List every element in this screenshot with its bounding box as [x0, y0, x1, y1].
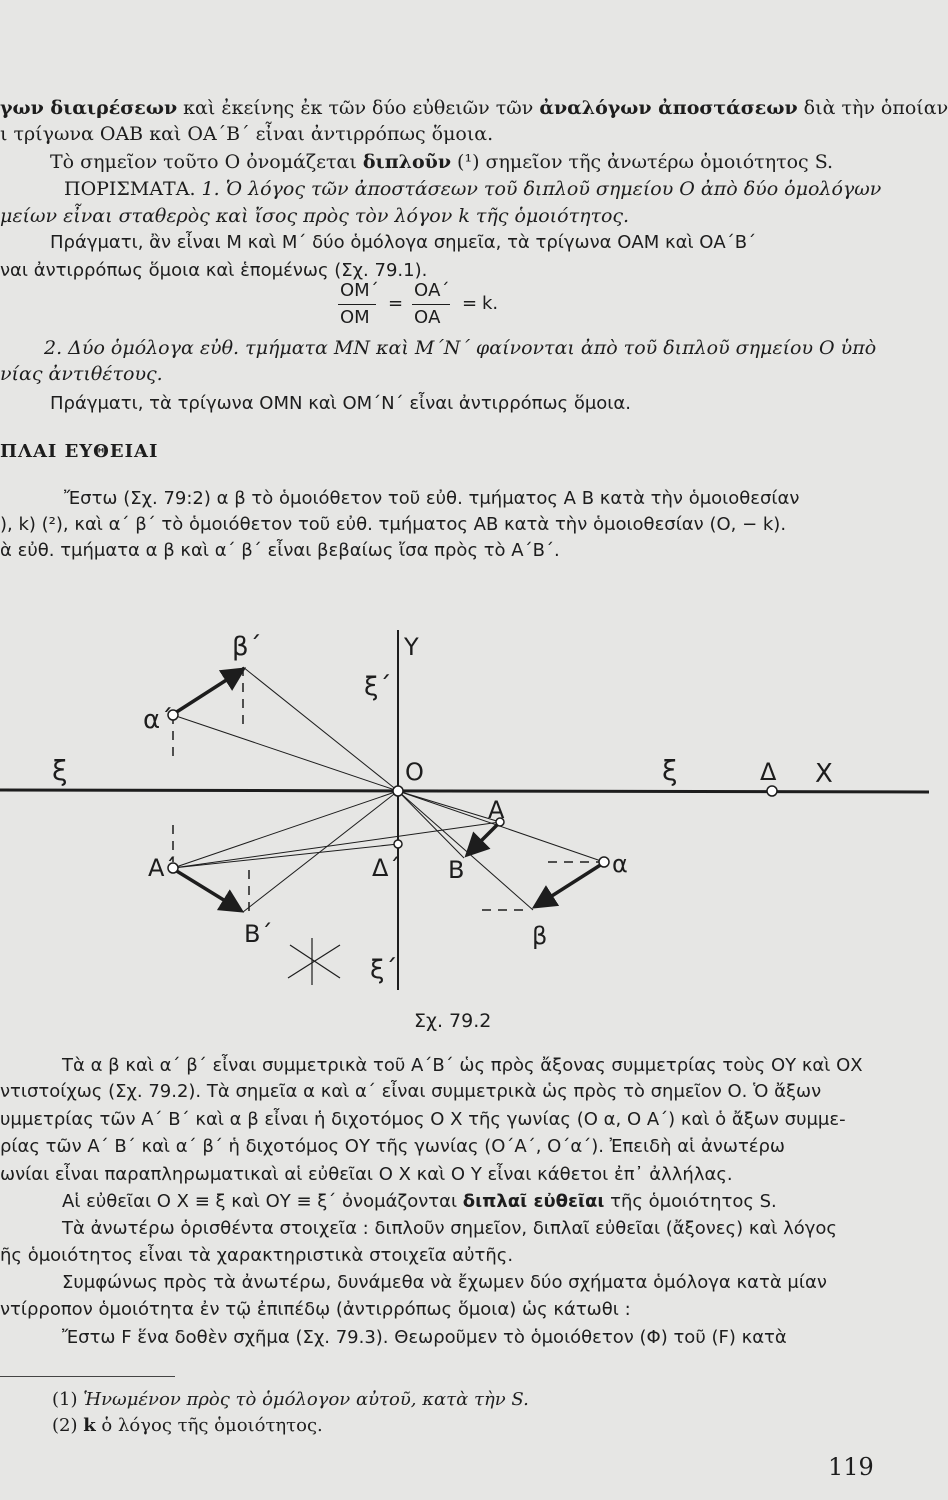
figure-caption: Σχ. 79.2: [414, 1010, 492, 1032]
label-o: Ο: [405, 758, 424, 786]
label-b: Β: [448, 856, 465, 884]
label-xi-left: ξ: [52, 754, 68, 787]
point-delta-prime: [394, 840, 402, 848]
text-line-5: μείων εἶναι σταθερὸς καὶ ἴσος πρὸς τὸν λόγον k τῆς ὁμοιότητος.: [0, 205, 630, 227]
formula-numerator-2: ΟΑ΄: [414, 280, 450, 301]
line-o-alpha-prime: [173, 715, 398, 791]
point-delta: [767, 786, 777, 796]
text-line-8: 2. Δύο ὁμόλογα εὐθ. τμήματα ΜΝ καὶ Μ΄Ν΄ φαίνονται ἀπὸ τοῦ διπλοῦ σημείου Ο ὑπὸ: [44, 337, 877, 359]
text-line-13: ὰ εὐθ. τμήματα α β καὶ α΄ β΄ εἶναι βεβαίως ἴσα πρὸς τὸ Α΄Β΄.: [0, 540, 560, 561]
segment-a-b: [468, 824, 498, 854]
label-x-axis: Χ: [815, 759, 833, 789]
text-line-7: ναι ἀντιρρόπως ὅμοια καὶ ἑπομένως (Σχ. 79.1).: [0, 260, 428, 281]
text-line-18: ωνίαι εἶναι παραπληρωματικαὶ αἱ εὐθεῖαι Ο Χ καὶ Ο Υ εἶναι κάθετοι ἐπ᾿ ἀλλήλας.: [0, 1164, 733, 1185]
label-xi-prime-top: ξ΄: [364, 672, 392, 702]
formula-equals-2: =: [462, 293, 478, 314]
label-a: Α: [488, 796, 505, 824]
label-beta-prime: β΄: [232, 632, 262, 662]
text-line-11: Ἔστω (Σχ. 79:2) α β τὸ ὁμοιόθετον τοῦ εὐθ. τμήματος Α Β κατὰ τὴν ὁμοιοθεσίαν: [64, 488, 800, 509]
segment-a-prime-b-prime: [175, 870, 240, 910]
text-line-19: Αἱ εὐθεῖαι Ο Χ ≡ ξ καὶ ΟΥ ≡ ξ΄ ὀνομάζονται διπλαῖ εὐθεῖαι τῆς ὁμοιότητος S.: [62, 1191, 777, 1212]
text-line-14: Τὰ α β καὶ α΄ β΄ εἶναι συμμετρικὰ τοῦ Α΄Β΄ ὡς πρὸς ἄξονας συμμετρίας τοὺς ΟΥ καὶ ΟΧ: [62, 1055, 863, 1076]
line-o-b-prime: [243, 791, 401, 912]
text-line-3: Τὸ σημεῖον τοῦτο Ο ὀνομάζεται διπλοῦν (¹) σημεῖον τῆς ἀνωτέρω ὁμοιότητος S.: [50, 151, 834, 173]
text-line-16: υμμετρίας τῶν Α΄ Β΄ καὶ α β εἶναι ἡ διχοτόμος Ο Χ τῆς γωνίας (Ο α, Ο Α΄) καὶ ὁ ἄξων συμμε-: [0, 1109, 846, 1130]
asterisk-mark: [288, 938, 340, 985]
label-a-prime: Α΄: [148, 854, 177, 882]
text-line-9: νίας ἀντιθέτους.: [0, 363, 163, 385]
text-line-21: ῆς ὁμοιότητος εἶναι τὰ χαρακτηριστικὰ στοιχεῖα αὐτῆς.: [0, 1245, 514, 1266]
label-xi-right: ξ: [662, 754, 678, 787]
footnote-1: (1) Ἡνωμένον πρὸς τὸ ὁμόλογον αὐτοῦ, κατὰ τὴν S.: [52, 1389, 529, 1410]
formula-denominator-1: ΟΜ: [340, 307, 370, 328]
text-line-1: γων διαιρέσεων καὶ ἐκείνης ἐκ τῶν δύο εὐθειῶν τῶν ἀναλόγων ἀποστάσεων διὰ τὴν ὁποίαν: [0, 97, 948, 119]
text-line-23: ντίρροπον ὁμοιότητα ἐν τῷ ἐπιπέδῳ (ἀντιρρόπως ὅμοια) ὡς κάτωθι :: [0, 1299, 631, 1320]
page-number: 119: [828, 1453, 874, 1481]
section-heading: ΠΛΑΙ ΕΥΘΕΙΑΙ: [0, 441, 159, 462]
formula-denominator-2: ΟΑ: [414, 307, 441, 328]
text-line-4: ΠΟΡΙΣΜΑΤΑ. 1. Ὁ λόγος τῶν ἀποστάσεων τοῦ διπλοῦ σημείου Ο ἀπὸ δύο ὁμολόγων: [64, 178, 882, 200]
text-line-24: Ἔστω F ἕνα δοθὲν σχῆμα (Σχ. 79.3). Θεωροῦμεν τὸ ὁμοιόθετον (Φ) τοῦ (F) κατὰ: [62, 1327, 787, 1348]
text-line-10: Πράγματι, τὰ τρίγωνα ΟΜΝ καὶ ΟΜ΄Ν΄ εἶναι ἀντιρρόπως ὅμοια.: [50, 393, 631, 414]
segment-alpha-prime-beta-prime: [175, 670, 242, 713]
fraction-bar-1: [338, 304, 376, 305]
label-xi-prime-bottom: ξ΄: [370, 955, 398, 985]
text-line-2: ι τρίγωνα ΟΑΒ καὶ ΟΑ΄Β΄ εἶναι ἀντιρρόπως ὅμοια.: [0, 123, 494, 145]
fraction-bar-2: [412, 304, 450, 305]
formula-k: k.: [482, 293, 499, 314]
segment-alpha-beta: [536, 864, 602, 906]
point-alpha: [599, 857, 609, 867]
line-o-beta: [398, 791, 533, 910]
figure-79-2: [0, 600, 929, 1000]
footnote-divider: [0, 1376, 175, 1377]
footnote-2: (2) k ὁ λόγος τῆς ὁμοιότητος.: [52, 1415, 323, 1436]
label-delta-prime: Δ΄: [372, 854, 401, 882]
label-alpha-prime: α΄: [143, 705, 174, 735]
label-beta: β: [532, 922, 548, 950]
label-b-prime: Β΄: [244, 920, 273, 948]
label-alpha: α: [612, 850, 628, 878]
text-line-6: Πράγματι, ἂν εἶναι Μ καὶ Μ΄ δύο ὁμόλογα σημεῖα, τὰ τρίγωνα ΟΑΜ καὶ ΟΑ΄Β΄: [50, 232, 757, 253]
formula-numerator-1: ΟΜ΄: [340, 280, 379, 301]
ratio-formula: [338, 280, 498, 334]
text-line-22: Συμφώνως πρὸς τὰ ἀνωτέρω, δυνάμεθα νὰ ἔχωμεν δύο σχήματα ὁμόλογα κατὰ μίαν: [62, 1272, 827, 1293]
formula-equals-1: =: [388, 293, 404, 314]
label-y-axis: Υ: [404, 633, 419, 661]
text-line-17: ρίας τῶν Α΄ Β΄ καὶ α΄ β΄ ἡ διχοτόμος ΟΥ τῆς γωνίας (Ο΄Α΄, Ο΄α΄). Ἐπειδὴ αἱ ἀνωτέρω: [0, 1136, 786, 1157]
point-o: [393, 786, 403, 796]
text-line-15: ντιστοίχως (Σχ. 79.2). Τὰ σημεῖα α καὶ α΄ εἶναι συμμετρικὰ ὡς πρὸς τὸ σημεῖον Ο. Ὁ ἄξων: [0, 1081, 822, 1102]
text-line-12: ), k) (²), καὶ α΄ β΄ τὸ ὁμοιόθετον τοῦ εὐθ. τμήματος ΑΒ κατὰ τὴν ὁμοιοθεσίαν (Ο, − k).: [0, 514, 787, 535]
text-line-20: Τὰ ἀνωτέρω ὁρισθέντα στοιχεῖα : διπλοῦν σημεῖον, διπλαῖ εὐθεῖαι (ἄξονες) καὶ λόγος: [62, 1218, 837, 1239]
label-delta: Δ: [760, 758, 777, 786]
